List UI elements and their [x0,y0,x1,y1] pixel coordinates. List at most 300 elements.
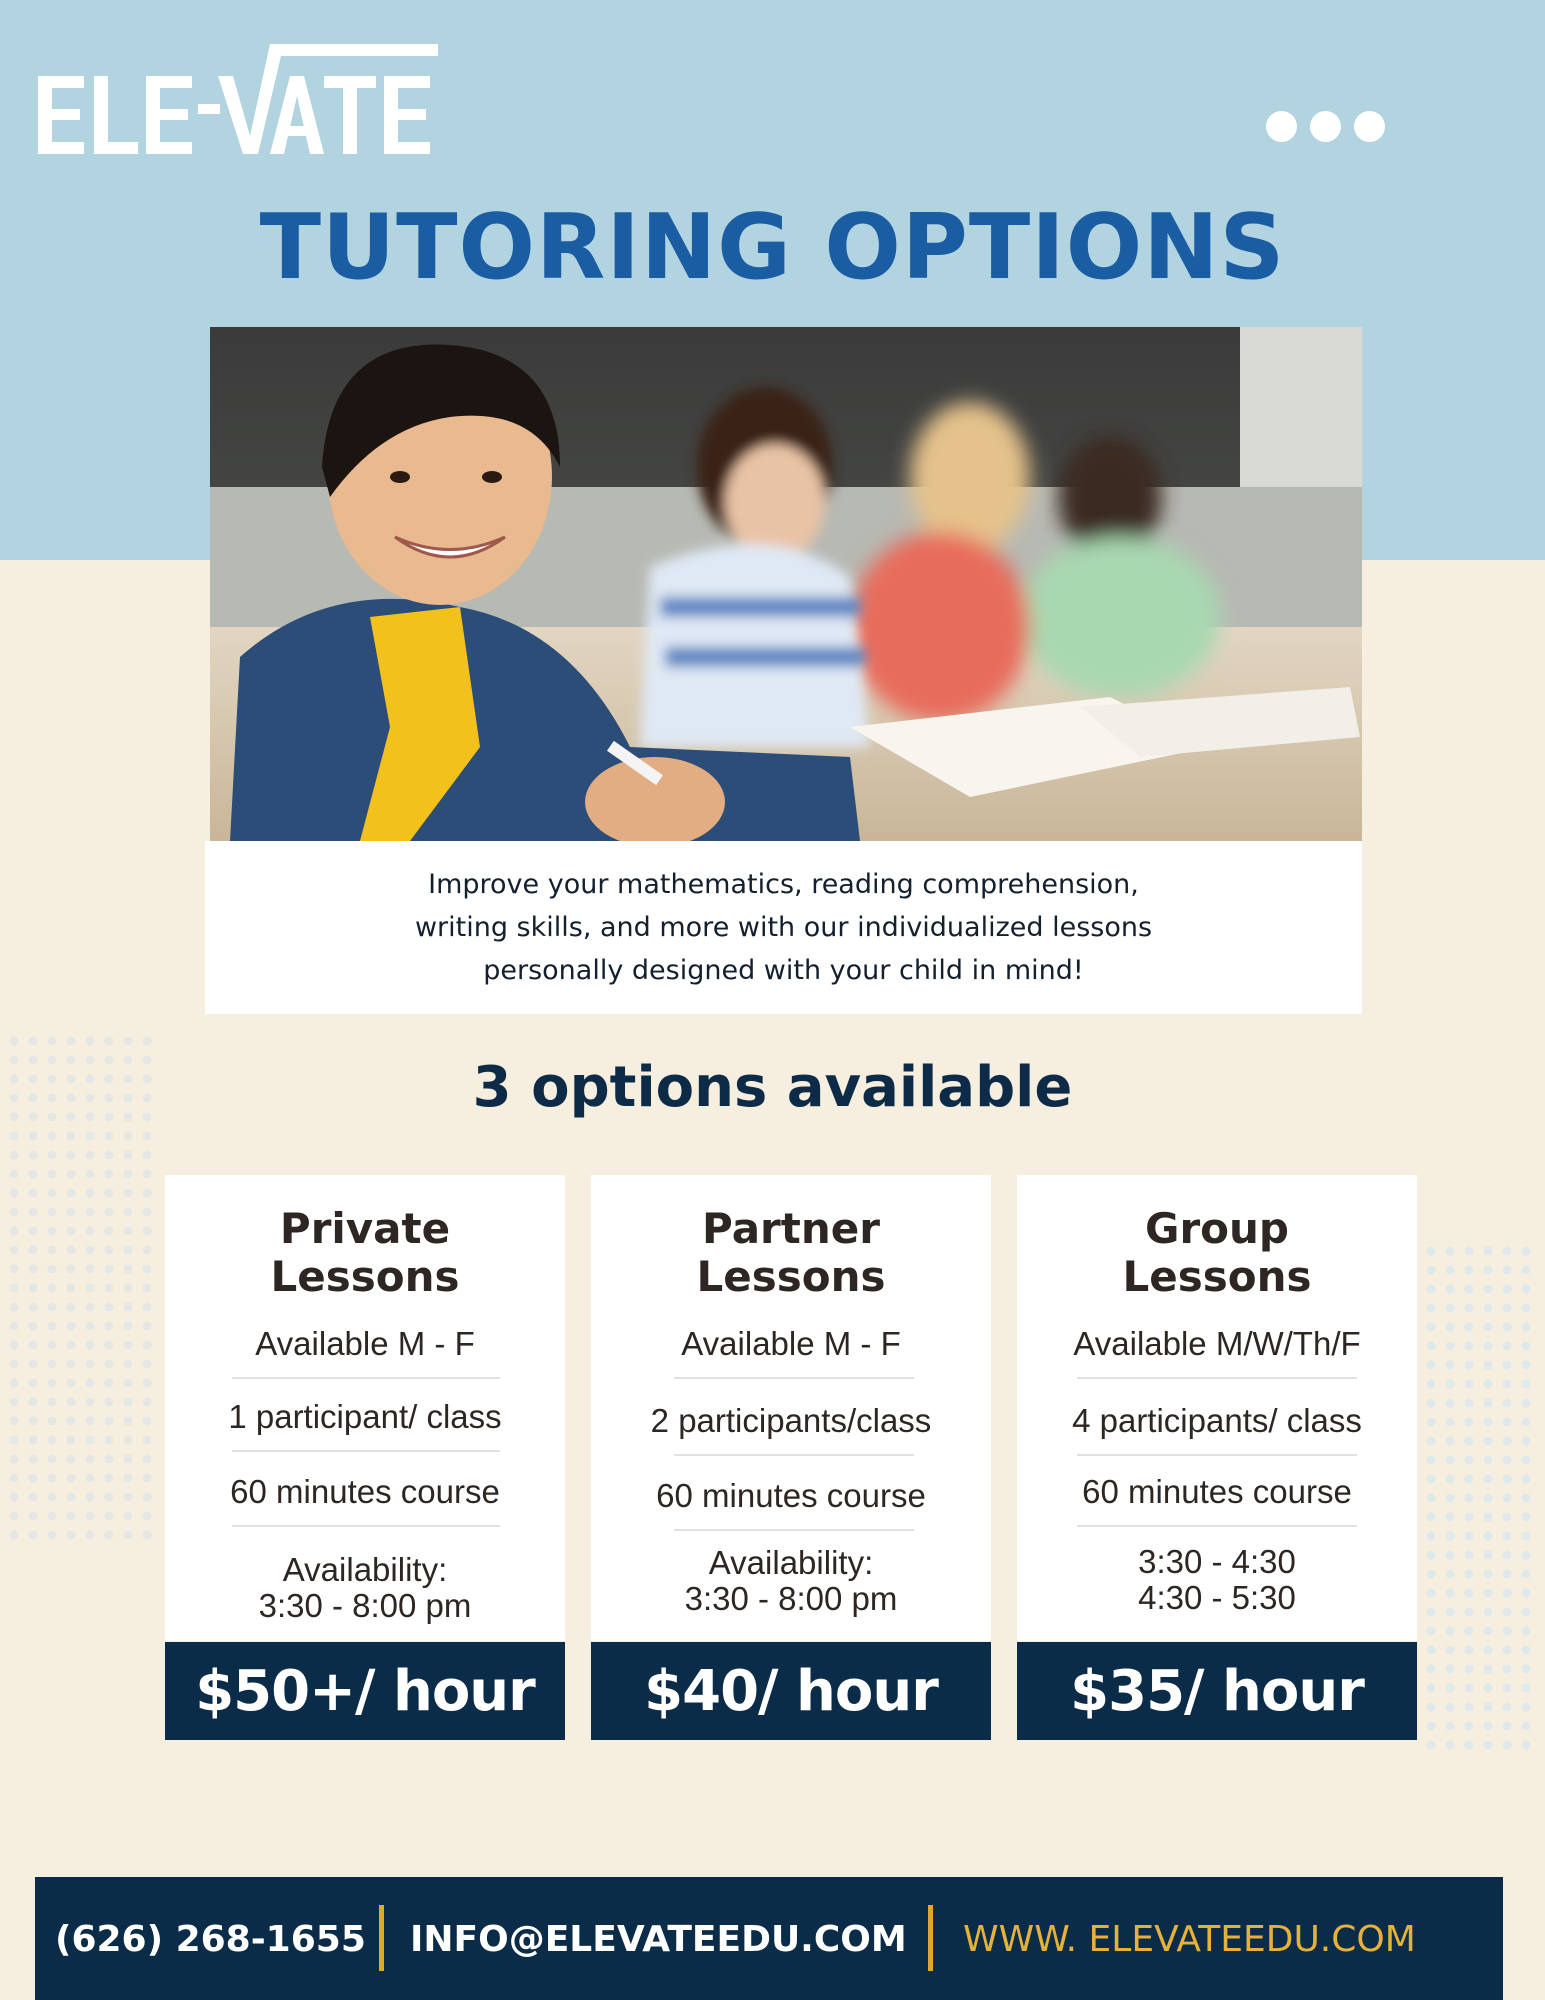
decorative-dot [1522,1342,1531,1351]
decorative-dot [29,1170,38,1179]
decorative-dot [1427,1266,1436,1275]
decorative-dot [1465,1494,1474,1503]
website-link[interactable]: WWW. ELEVATEEDU.COM [963,1919,1416,1960]
decorative-dot [10,1398,19,1407]
decorative-dot [10,1531,19,1540]
decorative-dot [86,1531,95,1540]
decorative-dot [1465,1342,1474,1351]
decorative-dot [1522,1589,1531,1598]
decorative-dot [143,1360,152,1369]
decorative-dot [1503,1513,1512,1522]
decorative-dot [1427,1418,1436,1427]
decorative-dot [67,1284,76,1293]
decorative-dot [1446,1627,1455,1636]
decorative-dot [1484,1323,1493,1332]
decorative-dot [67,1265,76,1274]
decorative-dot [1446,1646,1455,1655]
decorative-dot [48,1531,57,1540]
decorative-dot [48,1341,57,1350]
decorative-dot [1503,1247,1512,1256]
decorative-dot [29,1151,38,1160]
footer-divider [928,1905,933,1971]
decorative-dot [1427,1570,1436,1579]
decorative-dot [1427,1342,1436,1351]
decorative-dot [67,1417,76,1426]
availability-line: 3:30 - 4:30 [1138,1543,1296,1580]
decorative-dot [1465,1684,1474,1693]
decorative-dot [1484,1646,1493,1655]
decorative-dot [124,1284,133,1293]
decorative-dot [1446,1608,1455,1617]
decorative-dot [105,1189,114,1198]
decorative-dot [124,1531,133,1540]
decorative-dot [105,1512,114,1521]
decorative-dot [1446,1722,1455,1731]
decorative-dot [10,1436,19,1445]
decorative-dot [1503,1608,1512,1617]
decorative-dot [105,1265,114,1274]
decorative-dot [1484,1342,1493,1351]
decorative-dot [105,1303,114,1312]
decorative-dot [29,1493,38,1502]
decorative-dot [48,1303,57,1312]
decorative-dot [86,1132,95,1141]
decorative-dot [1427,1304,1436,1313]
decorative-dot [1522,1665,1531,1674]
decorative-dot [1427,1589,1436,1598]
decorative-dot [143,1512,152,1521]
decorative-dot [1503,1722,1512,1731]
decorative-dot [1465,1665,1474,1674]
dot [1266,111,1297,142]
decorative-dot [143,1208,152,1217]
decorative-dot [1446,1741,1455,1750]
decorative-dot [86,1379,95,1388]
decorative-dot [1484,1627,1493,1636]
decorative-dot [10,1455,19,1464]
decorative-dot [1446,1266,1455,1275]
decorative-dot [1522,1418,1531,1427]
intro-line: writing skills, and more with our individualized lessons [414,912,1153,943]
decorative-dot [48,1436,57,1445]
decorative-dot [1484,1437,1493,1446]
decorative-dot [105,1436,114,1445]
decorative-dot [1522,1703,1531,1712]
decorative-dot [29,1474,38,1483]
decorative-dot [67,1360,76,1369]
decorative-dot [48,1265,57,1274]
decorative-dot [143,1398,152,1407]
decorative-dot [1465,1247,1474,1256]
decorative-dot [105,1417,114,1426]
phone-number[interactable]: (626) 268-1655 [55,1919,366,1960]
decorative-dot [48,1189,57,1198]
decorative-dot [1503,1703,1512,1712]
card-participants: 2 participants/class [650,1402,932,1439]
contact-footer [35,1877,1503,2000]
decorative-dot [143,1455,152,1464]
decorative-dot [1465,1475,1474,1484]
decorative-dot [1522,1456,1531,1465]
decorative-dot [124,1341,133,1350]
decorative-dot [124,1493,133,1502]
decorative-dot [29,1398,38,1407]
decorative-dot [1465,1361,1474,1370]
decorative-dot [124,1398,133,1407]
decorative-dot [67,1379,76,1388]
decorative-dot [1484,1589,1493,1598]
decorative-dot [1465,1570,1474,1579]
decorative-dot [1427,1475,1436,1484]
decorative-dot [1503,1570,1512,1579]
divider [232,1377,500,1379]
decorative-dot [10,1379,19,1388]
price-bar [1017,1642,1417,1740]
card-title-line: Lessons [1122,1252,1312,1301]
card-availability [1017,1544,1417,1616]
option-card-private [165,1175,565,1724]
card-days: Available M - F [681,1325,901,1362]
page-title: TUTORING OPTIONS [259,195,1286,300]
decorative-dot [1522,1247,1531,1256]
decorative-dot [1522,1399,1531,1408]
decorative-dot [1427,1551,1436,1560]
decorative-dot [1484,1570,1493,1579]
options-heading: 3 options available [472,1055,1073,1120]
decorative-dot [1427,1722,1436,1731]
decorative-dot [86,1493,95,1502]
decorative-dot [105,1208,114,1217]
decorative-dot [124,1246,133,1255]
decorative-dot [1484,1684,1493,1693]
card-title [165,1205,565,1301]
decorative-dot [143,1417,152,1426]
decorative-dot [67,1246,76,1255]
decorative-dot [1446,1589,1455,1598]
decorative-dot [124,1037,133,1046]
card-title-line: Lessons [696,1252,886,1301]
decorative-dot [29,1227,38,1236]
card-participants: 4 participants/ class [1072,1402,1362,1439]
card-days: Available M/W/Th/F [1073,1325,1361,1362]
decorative-dot [1465,1608,1474,1617]
decorative-dot [67,1132,76,1141]
intro-text [324,863,1244,992]
decorative-dot [1427,1380,1436,1389]
decorative-dot [1522,1532,1531,1541]
decorative-dot [86,1322,95,1331]
decorative-dot [1427,1513,1436,1522]
decorative-dot [67,1208,76,1217]
decorative-dot [86,1303,95,1312]
decorative-dot [10,1341,19,1350]
decorative-dot [1522,1380,1531,1389]
decorative-dot [1484,1703,1493,1712]
decorative-dot [86,1189,95,1198]
decorative-dot [143,1170,152,1179]
decorative-dot [48,1379,57,1388]
decorative-dot [1446,1380,1455,1389]
decorative-dot [1446,1532,1455,1541]
card-availability [165,1552,565,1624]
decorative-dot [1465,1703,1474,1712]
decorative-dot [105,1151,114,1160]
decorative-dot [1522,1494,1531,1503]
price: $40/ hour [644,1658,938,1724]
decorative-dot [143,1531,152,1540]
decorative-dot [48,1417,57,1426]
decorative-dot [10,1208,19,1217]
decorative-dot [1446,1418,1455,1427]
price: $50+/ hour [195,1658,535,1724]
decorative-dot [1484,1722,1493,1731]
decorative-dot [1427,1684,1436,1693]
decorative-dot [1522,1304,1531,1313]
decorative-dot [1465,1456,1474,1465]
decorative-dot [86,1436,95,1445]
decorative-dot [1522,1323,1531,1332]
decorative-dot [1484,1608,1493,1617]
elevate-logo [38,40,438,160]
decorative-dot [1465,1532,1474,1541]
decorative-dot [10,1493,19,1502]
decorative-dot [86,1398,95,1407]
decorative-dot [105,1341,114,1350]
decorative-dot [1503,1418,1512,1427]
decorative-dot [67,1303,76,1312]
decorative-dot [1484,1266,1493,1275]
availability-line: 3:30 - 8:00 pm [684,1580,898,1617]
decorative-dot [29,1341,38,1350]
decorative-dot [143,1037,152,1046]
decorative-dot [29,1512,38,1521]
decorative-dot [1522,1437,1531,1446]
decorative-dot [124,1227,133,1236]
availability-line: 4:30 - 5:30 [1138,1579,1296,1616]
divider [232,1525,500,1527]
decorative-dot [10,1170,19,1179]
decorative-dot [10,1151,19,1160]
decorative-dot [1427,1608,1436,1617]
availability-line: Availability: [708,1544,874,1581]
decorative-dot [67,1436,76,1445]
decorative-dot [67,1037,76,1046]
decorative-dot [1446,1475,1455,1484]
decorative-dot [1484,1665,1493,1674]
decorative-dot [86,1474,95,1483]
decorative-dot [86,1512,95,1521]
decorative-dot [1427,1437,1436,1446]
card-title-line: Lessons [270,1252,460,1301]
divider [1077,1454,1357,1456]
decorative-dot [143,1303,152,1312]
decorative-dot [124,1379,133,1388]
decorative-dot [105,1227,114,1236]
decorative-dot [29,1379,38,1388]
decorative-dot [1465,1380,1474,1389]
decorative-dot [67,1151,76,1160]
card-title-line: Partner [702,1204,880,1253]
decorative-dot [29,1360,38,1369]
decorative-dot [1465,1285,1474,1294]
decorative-dot [105,1170,114,1179]
decorative-dot [67,1493,76,1502]
divider [1077,1377,1357,1379]
decorative-dot [10,1417,19,1426]
decorative-dot [1465,1513,1474,1522]
dot [1354,111,1385,142]
decorative-dot [29,1436,38,1445]
decorative-dot [1522,1608,1531,1617]
decorative-dot [48,1284,57,1293]
decorative-dot [1465,1627,1474,1636]
decorative-dot [1484,1513,1493,1522]
availability-line: 3:30 - 8:00 pm [258,1587,472,1624]
decorative-dot [1484,1494,1493,1503]
decorative-dot [86,1246,95,1255]
decorative-dot [10,1132,19,1141]
divider [1077,1525,1357,1527]
decorative-dot [1503,1532,1512,1541]
decorative-dot [143,1227,152,1236]
card-title [591,1205,991,1301]
decorative-dot [86,1284,95,1293]
decorative-dot [1484,1361,1493,1370]
decorative-dot [1503,1494,1512,1503]
decorative-dot [143,1341,152,1350]
decorative-dot [67,1474,76,1483]
decorative-dot [10,1360,19,1369]
decorative-dot [1484,1399,1493,1408]
card-participants: 1 participant/ class [228,1398,502,1435]
card-days: Available M - F [255,1325,475,1362]
decorative-dot [1465,1418,1474,1427]
email-link[interactable]: INFO@ELEVATEEDU.COM [410,1919,907,1960]
decorative-dot [48,1151,57,1160]
decorative-dot [143,1493,152,1502]
decorative-dot [1522,1475,1531,1484]
decorative-dot [1503,1380,1512,1389]
decorative-dot [1446,1513,1455,1522]
decorative-dot [143,1474,152,1483]
children-in-classroom-photo [210,327,1362,841]
dot [1310,111,1341,142]
decorative-dot [10,1284,19,1293]
decorative-dot [1522,1627,1531,1636]
decorative-dot [48,1208,57,1217]
decorative-dot [143,1265,152,1274]
card-title [1017,1205,1417,1301]
decorative-dot [105,1379,114,1388]
decorative-dot [1465,1589,1474,1598]
decorative-dot [48,1227,57,1236]
decorative-dot [1503,1456,1512,1465]
divider [674,1377,914,1379]
decorative-dot [124,1436,133,1445]
decorative-dot [124,1170,133,1179]
footer-divider [379,1905,384,1971]
decorative-dot [86,1151,95,1160]
decorative-dot [124,1132,133,1141]
decorative-dot [1522,1361,1531,1370]
decorative-dot [86,1417,95,1426]
decorative-dot [1484,1741,1493,1750]
decorative-dot [143,1284,152,1293]
decorative-dot [86,1227,95,1236]
decorative-dot [1465,1304,1474,1313]
decorative-dot [29,1037,38,1046]
decorative-dot [1484,1456,1493,1465]
decorative-dot [67,1398,76,1407]
decorative-dot [1503,1627,1512,1636]
decorative-dot [1427,1247,1436,1256]
decorative-dot [67,1531,76,1540]
decorative-dot [1484,1532,1493,1541]
decorative-dot [1503,1399,1512,1408]
decorative-dot [105,1322,114,1331]
decorative-dot [67,1341,76,1350]
decorative-dot [1484,1285,1493,1294]
decorative-dot [105,1398,114,1407]
decorative-dot [29,1303,38,1312]
decorative-dot [48,1322,57,1331]
decorative-dot [86,1037,95,1046]
decorative-dot [1465,1741,1474,1750]
decorative-dot [1503,1551,1512,1560]
decorative-dot [105,1037,114,1046]
decorative-dot [143,1151,152,1160]
decorative-dot [1465,1399,1474,1408]
decorative-dot [48,1474,57,1483]
decorative-dot [1446,1247,1455,1256]
decorative-dot [48,1493,57,1502]
decorative-dot [86,1170,95,1179]
price-bar [591,1642,991,1740]
card-duration: 60 minutes course [656,1477,926,1514]
decorative-dot [29,1208,38,1217]
decorative-dot [124,1512,133,1521]
decorative-dot [1427,1646,1436,1655]
decorative-dot [1484,1551,1493,1560]
decorative-dot [124,1303,133,1312]
decorative-dot [1446,1437,1455,1446]
decorative-dot [1427,1399,1436,1408]
decorative-dot [1484,1247,1493,1256]
decorative-dot [1503,1304,1512,1313]
decorative-dot [67,1189,76,1198]
decorative-dot [124,1322,133,1331]
decorative-dot [105,1493,114,1502]
decorative-dot [1484,1380,1493,1389]
divider [674,1454,914,1456]
decorative-dot [1427,1703,1436,1712]
decorative-dot [29,1265,38,1274]
decorative-dot [1484,1418,1493,1427]
decorative-dot [1446,1494,1455,1503]
decorative-dot [1503,1342,1512,1351]
divider [674,1529,914,1531]
decorative-dot [1446,1570,1455,1579]
decorative-dot [1503,1361,1512,1370]
decorative-dot [29,1322,38,1331]
decorative-dot [1427,1741,1436,1750]
decorative-dot [86,1341,95,1350]
divider [232,1450,500,1452]
decorative-dot [143,1246,152,1255]
decorative-dot [1503,1475,1512,1484]
decorative-dot [1465,1551,1474,1560]
decorative-dot [1427,1456,1436,1465]
